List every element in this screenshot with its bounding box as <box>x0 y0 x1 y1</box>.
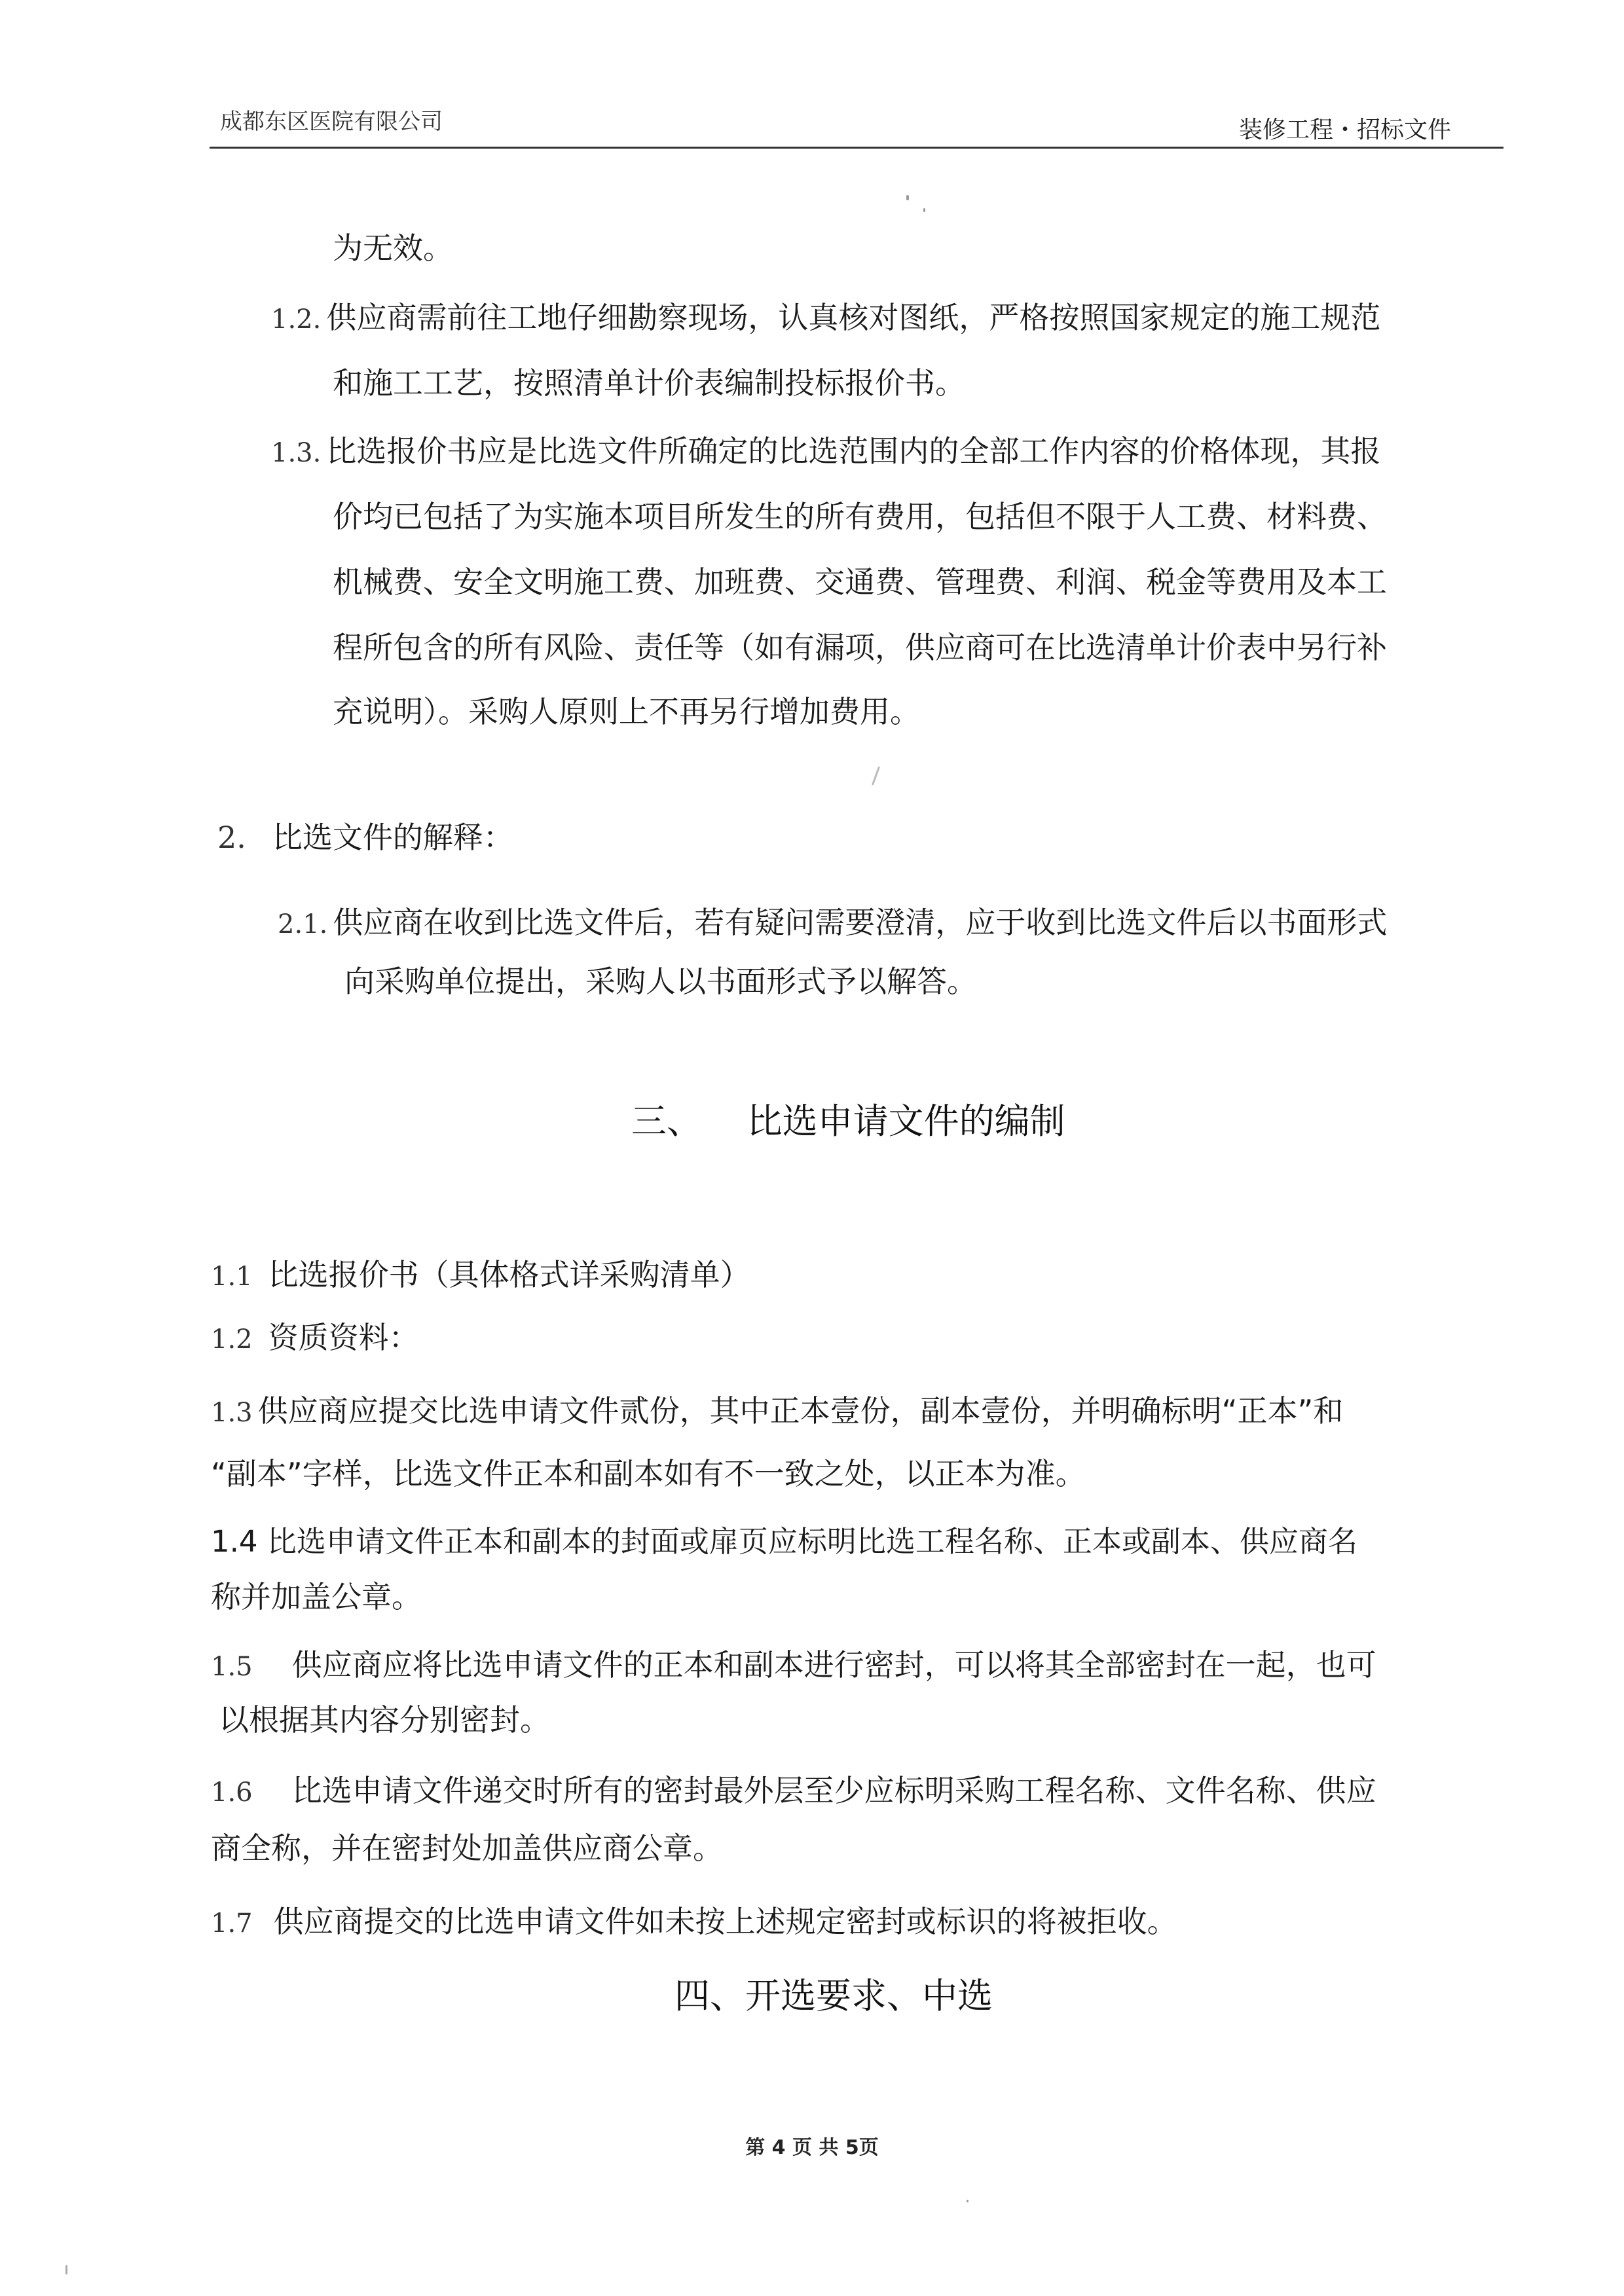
document-title: 装修工程・招标文件 <box>1238 117 1451 143</box>
item-number: 1.6 <box>211 1777 253 1808</box>
scan-speck <box>65 2265 67 2274</box>
clause-1-2: 1.2. 供应商需前往工地仔细勘察现场，认真核对图纸，严格按照国家规定的施工规范 <box>271 300 1381 335</box>
item-1-5: 1.5 供应商应将比选申请文件的正本和副本进行密封，可以将其全部密封在一起，也可 <box>211 1647 1376 1683</box>
text-line: 向采购单位提出，采购人以书面形式予以解答。 <box>344 964 977 999</box>
section-number: 2. <box>217 820 246 855</box>
text-line: 程所包含的所有风险、责任等（如有漏项，供应商可在比选清单计价表中另行补 <box>333 630 1387 665</box>
clause-number: 1.3. <box>271 438 322 468</box>
scan-speck <box>872 766 880 785</box>
item-number: 1.1 <box>211 1262 253 1292</box>
text-line: 价均已包括了为实施本项目所发生的所有费用，包括但不限于人工费、材料费、 <box>333 499 1387 534</box>
clause-number: 1.2. <box>271 304 322 335</box>
item-number: 1.2 <box>211 1324 253 1355</box>
page-number-footer: 第 4 页 共 5页 <box>745 2136 879 2159</box>
clause-2-1: 2.1. 供应商在收到比选文件后，若有疑问需要澄清，应于收到比选文件后以书面形式 <box>278 905 1388 940</box>
item-1-1: 1.1 比选报价书（具体格式详采购清单） <box>211 1257 750 1292</box>
scan-speck <box>923 208 925 212</box>
item-1-4: 1.4 比选申请文件正本和副本的封面或扉页应标明比选工程名称、正本或副本、供应商名 <box>211 1524 1357 1559</box>
scan-speck <box>967 2200 969 2202</box>
page-header <box>220 98 1504 145</box>
clause-number: 2.1. <box>278 909 328 939</box>
item-number: 1.3 <box>211 1398 253 1428</box>
section-3-heading: 三、 比选申请文件的编制 <box>631 1101 1065 1142</box>
text-line: 充说明）。采购人原则上不再另行增加费用。 <box>333 694 920 729</box>
text-line: 以根据其内容分别密封。 <box>219 1702 550 1738</box>
text-line: 为无效。 <box>333 230 453 266</box>
section-2-title: 2. 比选文件的解释： <box>217 820 513 855</box>
text-line: 称并加盖公章。 <box>211 1579 422 1614</box>
item-number: 1.7 <box>211 1908 253 1939</box>
clause-1-3: 1.3. 比选报价书应是比选文件所确定的比选范围内的全部工作内容的价格体现，其报 <box>271 433 1381 469</box>
text-line: “副本”字样，比选文件正本和副本如有不一致之处，以正本为准。 <box>211 1456 1086 1491</box>
item-1-7: 1.7 供应商提交的比选申请文件如未按上述规定密封或标识的将被拒收。 <box>211 1904 1177 1939</box>
text-line: 商全称，并在密封处加盖供应商公章。 <box>211 1831 723 1866</box>
item-1-3: 1.3 供应商应提交比选申请文件贰份，其中正本壹份，副本壹份，并明确标明“正本”和 <box>211 1393 1344 1429</box>
company-name: 成都东区医院有限公司 <box>220 109 443 135</box>
text-line: 和施工工艺，按照清单计价表编制投标报价书。 <box>333 365 965 401</box>
header-divider <box>210 147 1504 149</box>
item-1-2: 1.2 资质资料： <box>211 1320 419 1355</box>
scan-speck <box>906 195 909 200</box>
text-line: 机械费、安全文明施工费、加班费、交通费、管理费、利润、税金等费用及本工 <box>333 564 1387 600</box>
section-4-heading: 四、开选要求、中选 <box>674 1975 993 2016</box>
item-number: 1.5 <box>211 1652 253 1682</box>
item-1-6: 1.6 比选申请文件递交时所有的密封最外层至少应标明采购工程名称、文件名称、供应 <box>211 1773 1376 1808</box>
